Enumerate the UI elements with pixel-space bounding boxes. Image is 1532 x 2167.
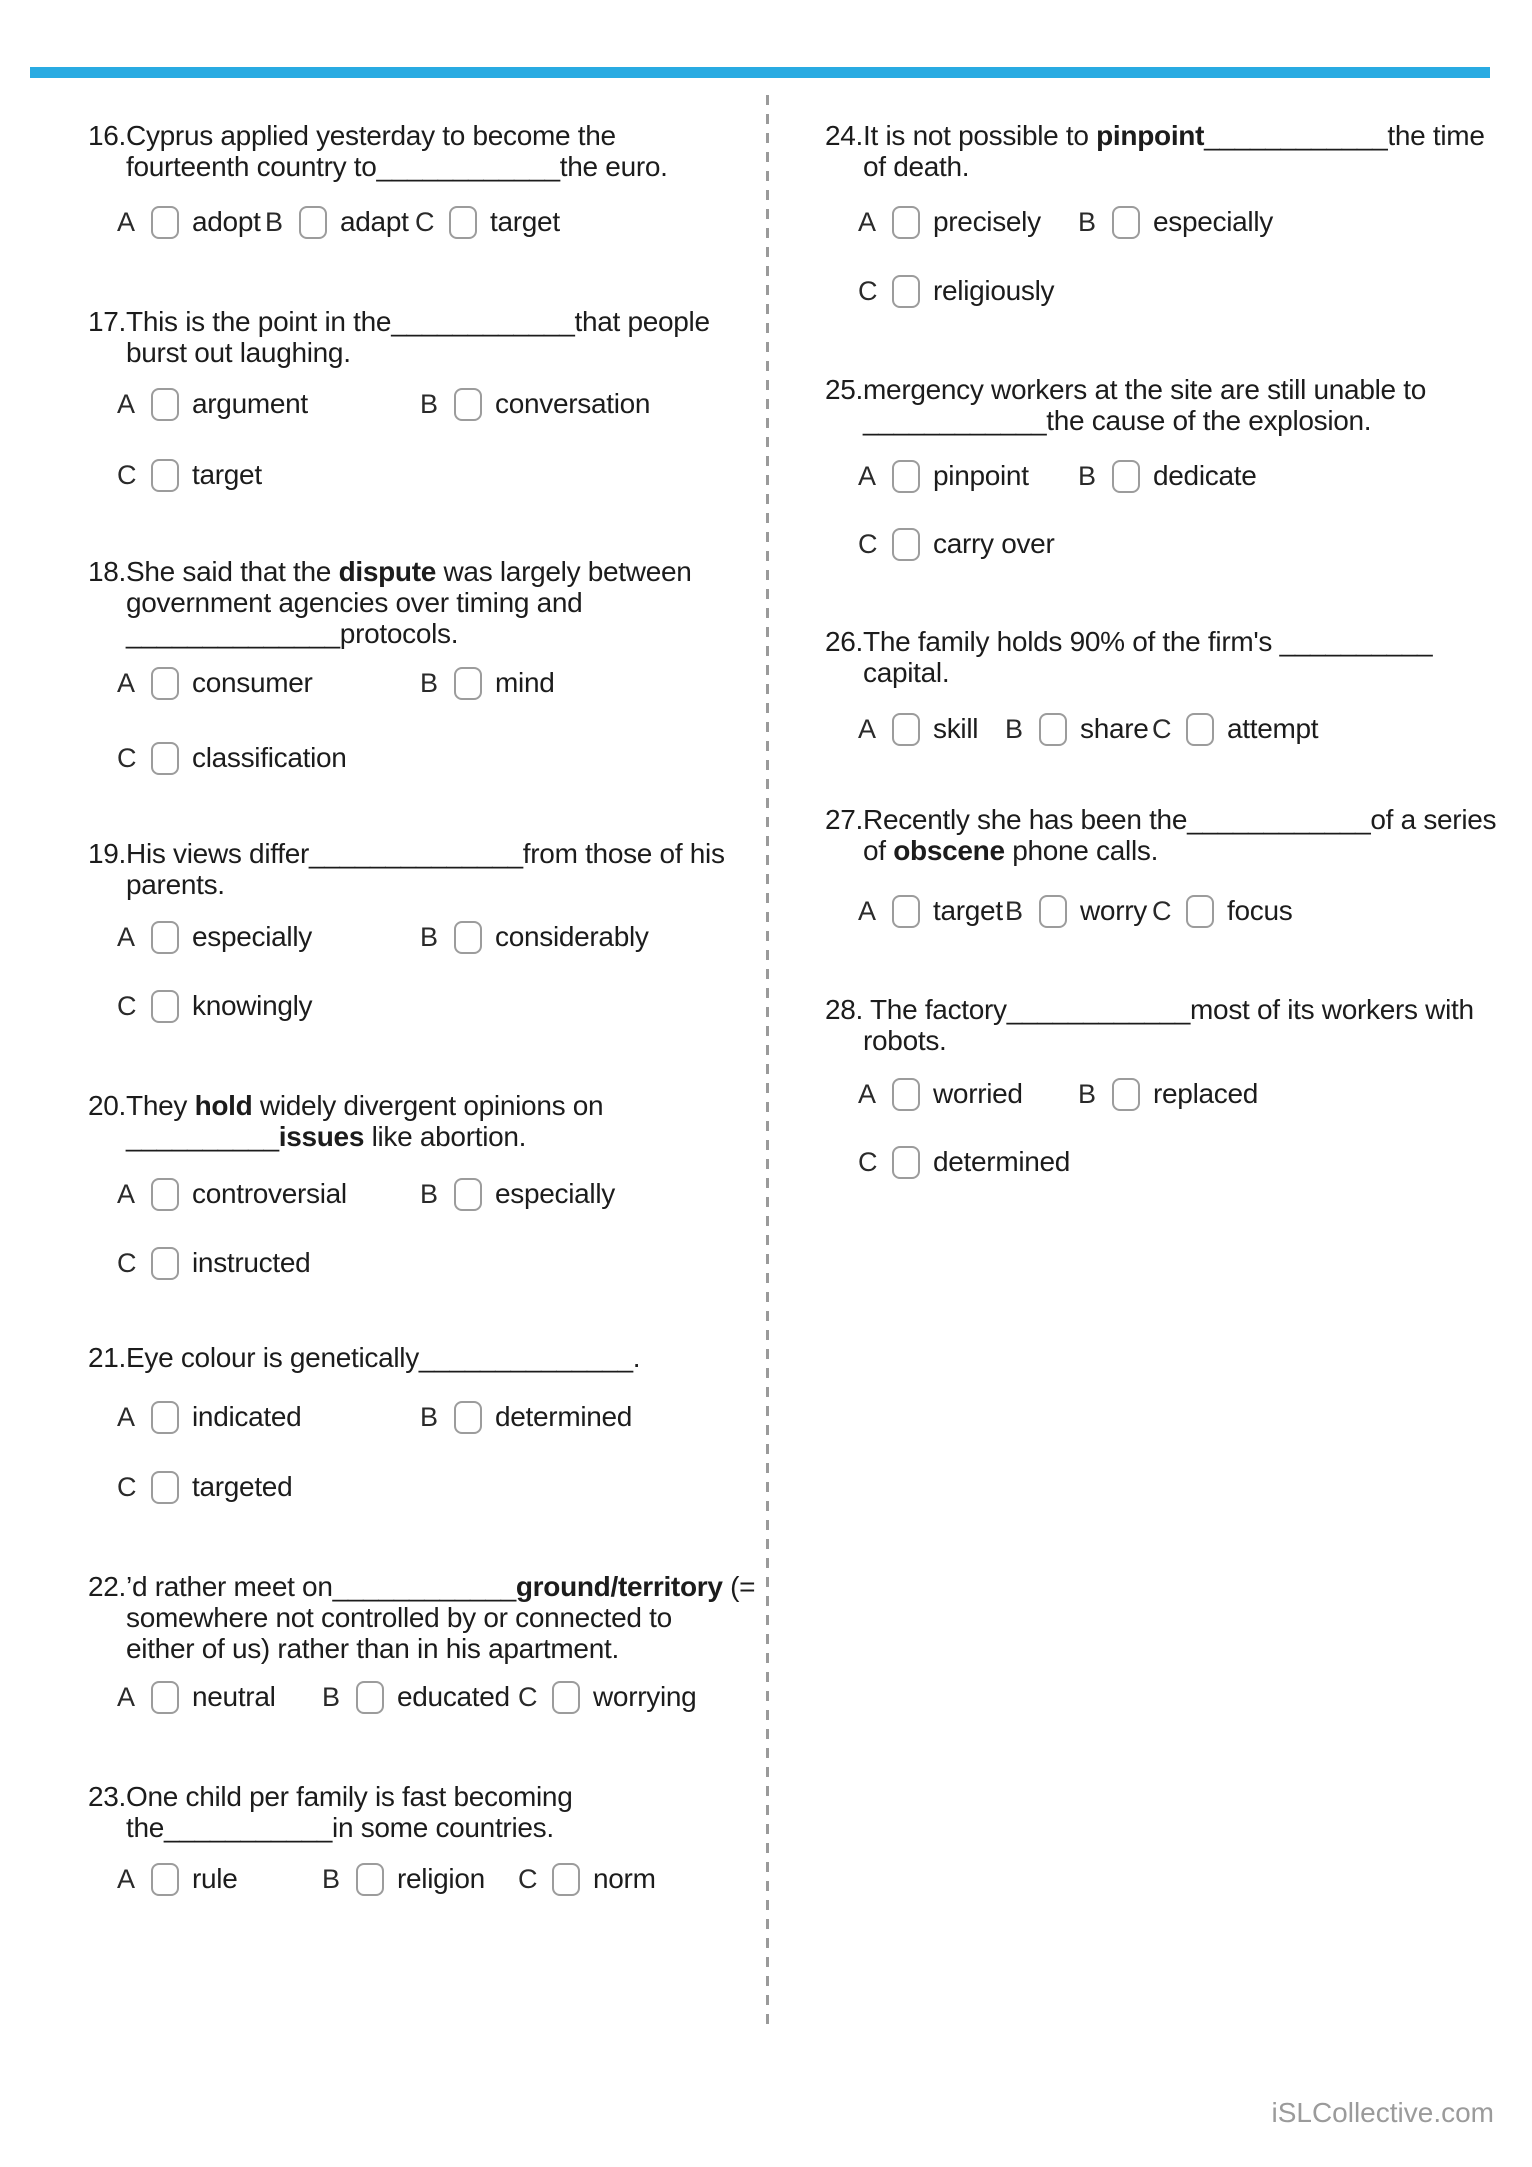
option-letter: A (117, 1178, 136, 1209)
option-letter: A (858, 1078, 877, 1109)
checkbox-27-c[interactable] (1186, 895, 1214, 928)
option-letter: B (420, 1178, 439, 1209)
question-22 (88, 1571, 755, 1664)
checkbox-17-c[interactable] (151, 459, 179, 492)
checkbox-16-c[interactable] (449, 206, 477, 239)
question-23-line-1: 23.One child per family is fast becoming (88, 1781, 573, 1812)
question-17-line-1: 17.This is the point in the____________that people (88, 306, 710, 337)
option-label: carry over (933, 528, 1055, 559)
question-22-line-2: somewhere not controlled by or connected to (126, 1602, 672, 1633)
option-label: worrying (593, 1681, 697, 1712)
option-letter: C (117, 1471, 137, 1502)
option-26-a[interactable] (858, 711, 978, 747)
checkbox-17-b[interactable] (454, 388, 482, 421)
question-19-number: 19. (88, 838, 127, 869)
option-letter: B (265, 206, 284, 237)
option-label: target (490, 206, 560, 237)
option-label: dedicate (1153, 460, 1257, 491)
option-letter: B (1078, 1078, 1097, 1109)
option-letter: B (420, 1401, 439, 1432)
question-27-number: 27. (825, 804, 864, 835)
option-label: especially (1153, 206, 1273, 237)
option-label: replaced (1153, 1078, 1259, 1109)
question-17-line-2: burst out laughing. (126, 337, 351, 368)
checkbox-25-c[interactable] (892, 528, 920, 561)
option-letter: C (1152, 713, 1172, 744)
column-divider-dashed-line (766, 95, 769, 2030)
checkbox-26-a[interactable] (892, 713, 920, 746)
option-letter: C (858, 1146, 878, 1177)
question-16-line-2: fourteenth country to____________the euro. (126, 151, 668, 182)
option-label: knowingly (192, 990, 313, 1021)
question-23 (88, 1781, 572, 1843)
option-letter: B (1078, 460, 1097, 491)
option-25-c[interactable] (858, 526, 1054, 562)
option-label: consumer (192, 667, 313, 698)
checkbox-25-b[interactable] (1112, 460, 1140, 493)
option-letter: A (117, 206, 136, 237)
checkbox-21-b[interactable] (454, 1401, 482, 1434)
option-label: argument (192, 388, 308, 419)
question-26-line-1: 26.The family holds 90% of the firm's __________ (825, 626, 1433, 657)
option-18-c[interactable] (117, 740, 347, 776)
question-26-number: 26. (825, 626, 864, 657)
option-label: indicated (192, 1401, 302, 1432)
checkbox-27-a[interactable] (892, 895, 920, 928)
question-26-line-2: capital. (863, 657, 950, 688)
option-17-c[interactable] (117, 457, 262, 493)
option-24-b[interactable] (1078, 204, 1273, 240)
option-22-c[interactable] (518, 1679, 696, 1715)
option-label: worried (933, 1078, 1023, 1109)
option-label: neutral (192, 1681, 276, 1712)
checkbox-27-b[interactable] (1039, 895, 1067, 928)
option-27-b[interactable] (1005, 893, 1147, 929)
checkbox-26-b[interactable] (1039, 713, 1067, 746)
option-label: adapt (340, 206, 409, 237)
question-25-line-1: 25.mergency workers at the site are still unable to (825, 374, 1427, 405)
option-20-c[interactable] (117, 1245, 310, 1281)
option-label: pinpoint (933, 460, 1029, 491)
option-16-a[interactable] (117, 204, 261, 240)
checkbox-18-c[interactable] (151, 742, 179, 775)
option-label: instructed (192, 1247, 311, 1278)
option-letter: B (1005, 713, 1024, 744)
question-18-line-1: 18.She said that the dispute was largely between (88, 556, 692, 587)
option-letter: B (1078, 206, 1097, 237)
checkbox-21-a[interactable] (151, 1401, 179, 1434)
option-27-c[interactable] (1152, 893, 1292, 929)
question-17 (88, 306, 710, 368)
question-28-number: 28. (825, 994, 864, 1025)
question-28 (825, 994, 1474, 1056)
option-label: educated (397, 1681, 510, 1712)
option-letter: A (858, 460, 877, 491)
option-20-a[interactable] (117, 1176, 347, 1212)
option-label: conversation (495, 388, 651, 419)
question-25-line-2: ____________the cause of the explosion. (863, 405, 1372, 436)
checkbox-24-b[interactable] (1112, 206, 1140, 239)
option-26-c[interactable] (1152, 711, 1318, 747)
option-letter: A (858, 895, 877, 926)
option-22-b[interactable] (322, 1679, 510, 1715)
checkbox-22-a[interactable] (151, 1681, 179, 1714)
option-letter: C (1152, 895, 1172, 926)
question-21 (88, 1342, 640, 1373)
option-28-b[interactable] (1078, 1076, 1258, 1112)
question-18-line-3: ______________protocols. (126, 618, 459, 649)
option-27-a[interactable] (858, 893, 1003, 929)
option-22-a[interactable] (117, 1679, 276, 1715)
option-label: controversial (192, 1178, 347, 1209)
checkbox-19-a[interactable] (151, 921, 179, 954)
option-label: focus (1227, 895, 1293, 926)
question-17-number: 17. (88, 306, 127, 337)
question-20-number: 20. (88, 1090, 127, 1121)
checkbox-17-a[interactable] (151, 388, 179, 421)
checkbox-19-c[interactable] (151, 990, 179, 1023)
checkbox-24-c[interactable] (892, 275, 920, 308)
option-letter: C (117, 990, 137, 1021)
question-16-line-1: 16.Cyprus applied yesterday to become the (88, 120, 616, 151)
option-23-b[interactable] (322, 1861, 485, 1897)
question-22-line-3: either of us) rather than in his apartment. (126, 1633, 619, 1664)
question-20-line-2: __________issues like abortion. (126, 1121, 527, 1152)
question-18-line-2: government agencies over timing and (126, 587, 583, 618)
option-letter: B (420, 667, 439, 698)
question-25-number: 25. (825, 374, 864, 405)
option-18-a[interactable] (117, 665, 313, 701)
option-label: religion (397, 1863, 485, 1894)
option-label: precisely (933, 206, 1041, 237)
option-letter: A (117, 921, 136, 952)
option-label: target (192, 459, 262, 490)
question-22-line-1: 22.’d rather meet on____________ground/territory (= (88, 1571, 756, 1602)
question-23-line-2: the___________in some countries. (126, 1812, 554, 1843)
question-19 (88, 838, 725, 900)
option-label: share (1080, 713, 1149, 744)
checkbox-18-a[interactable] (151, 667, 179, 700)
option-28-c[interactable] (858, 1144, 1070, 1180)
option-letter: A (117, 667, 136, 698)
option-17-b[interactable] (420, 386, 650, 422)
option-letter: C (518, 1681, 538, 1712)
question-16-number: 16. (88, 120, 127, 151)
option-label: determined (933, 1146, 1071, 1177)
option-23-c[interactable] (518, 1861, 656, 1897)
question-24-line-1: 24.It is not possible to pinpoint____________the time (825, 120, 1485, 151)
question-23-number: 23. (88, 1781, 127, 1812)
top-accent-bar (30, 67, 1490, 78)
option-16-b[interactable] (265, 204, 409, 240)
option-18-b[interactable] (420, 665, 555, 701)
option-letter: A (117, 1681, 136, 1712)
option-25-b[interactable] (1078, 458, 1256, 494)
question-20 (88, 1090, 603, 1152)
option-label: norm (593, 1863, 656, 1894)
option-21-a[interactable] (117, 1399, 301, 1435)
option-28-a[interactable] (858, 1076, 1023, 1112)
islcollective-watermark: iSLCollective.com (1271, 2097, 1494, 2128)
option-letter: C (117, 1247, 137, 1278)
option-21-c[interactable] (117, 1469, 292, 1505)
option-label: target (933, 895, 1003, 926)
question-27-line-2: of obscene phone calls. (863, 835, 1159, 866)
option-letter: A (858, 206, 877, 237)
option-label: determined (495, 1401, 633, 1432)
option-letter: A (117, 388, 136, 419)
option-letter: B (420, 921, 439, 952)
option-letter: C (415, 206, 435, 237)
question-24 (825, 120, 1485, 182)
option-16-c[interactable] (415, 204, 560, 240)
option-24-c[interactable] (858, 273, 1054, 309)
option-label: adopt (192, 206, 261, 237)
checkbox-22-c[interactable] (552, 1681, 580, 1714)
question-28-line-2: robots. (863, 1025, 947, 1056)
checkbox-21-c[interactable] (151, 1471, 179, 1504)
checkbox-16-b[interactable] (299, 206, 327, 239)
option-label: religiously (933, 275, 1055, 306)
option-label: targeted (192, 1471, 293, 1502)
option-21-b[interactable] (420, 1399, 632, 1435)
checkbox-23-c[interactable] (552, 1863, 580, 1896)
option-letter: B (1005, 895, 1024, 926)
option-letter: A (117, 1863, 136, 1894)
checkbox-28-c[interactable] (892, 1146, 920, 1179)
checkbox-16-a[interactable] (151, 206, 179, 239)
question-24-line-2: of death. (863, 151, 970, 182)
option-label: mind (495, 667, 555, 698)
question-28-line-1: 28. The factory____________most of its workers with (825, 994, 1474, 1025)
checkbox-18-b[interactable] (454, 667, 482, 700)
option-26-b[interactable] (1005, 711, 1149, 747)
checkbox-26-c[interactable] (1186, 713, 1214, 746)
question-24-number: 24. (825, 120, 864, 151)
checkbox-20-c[interactable] (151, 1247, 179, 1280)
option-letter: C (858, 275, 878, 306)
question-18 (88, 556, 692, 649)
checkbox-23-b[interactable] (356, 1863, 384, 1896)
question-19-line-1: 19.His views differ______________from those of his (88, 838, 725, 869)
option-letter: A (858, 713, 877, 744)
question-21-line-1: 21.Eye colour is genetically______________. (88, 1342, 641, 1373)
checkbox-28-b[interactable] (1112, 1078, 1140, 1111)
question-18-number: 18. (88, 556, 127, 587)
checkbox-23-a[interactable] (151, 1863, 179, 1896)
option-20-b[interactable] (420, 1176, 615, 1212)
option-letter: C (858, 528, 878, 559)
option-25-a[interactable] (858, 458, 1029, 494)
question-21-number: 21. (88, 1342, 127, 1373)
option-label: attempt (1227, 713, 1319, 744)
checkbox-20-b[interactable] (454, 1178, 482, 1211)
question-22-number: 22. (88, 1571, 127, 1602)
option-letter: B (322, 1681, 341, 1712)
question-20-line-1: 20.They hold widely divergent opinions on (88, 1090, 604, 1121)
checkbox-20-a[interactable] (151, 1178, 179, 1211)
option-letter: C (518, 1863, 538, 1894)
checkbox-22-b[interactable] (356, 1681, 384, 1714)
question-25 (825, 374, 1426, 436)
option-letter: A (117, 1401, 136, 1432)
option-24-a[interactable] (858, 204, 1041, 240)
question-27 (825, 804, 1496, 866)
question-16 (88, 120, 668, 182)
option-label: skill (933, 713, 979, 744)
option-label: especially (495, 1178, 615, 1209)
checkbox-25-a[interactable] (892, 460, 920, 493)
option-17-a[interactable] (117, 386, 308, 422)
checkbox-28-a[interactable] (892, 1078, 920, 1111)
question-27-line-1: 27.Recently she has been the____________of a series (825, 804, 1497, 835)
question-19-line-2: parents. (126, 869, 225, 900)
checkbox-19-b[interactable] (454, 921, 482, 954)
option-label: considerably (495, 921, 649, 952)
option-19-b[interactable] (420, 919, 649, 955)
option-letter: C (117, 459, 137, 490)
option-letter: C (117, 742, 137, 773)
option-19-c[interactable] (117, 988, 312, 1024)
option-label: especially (192, 921, 312, 952)
option-label: rule (192, 1863, 238, 1894)
checkbox-24-a[interactable] (892, 206, 920, 239)
question-26 (825, 626, 1432, 688)
option-19-a[interactable] (117, 919, 312, 955)
option-23-a[interactable] (117, 1861, 238, 1897)
option-letter: B (420, 388, 439, 419)
option-label: worry (1080, 895, 1147, 926)
option-label: classification (192, 742, 347, 773)
option-letter: B (322, 1863, 341, 1894)
